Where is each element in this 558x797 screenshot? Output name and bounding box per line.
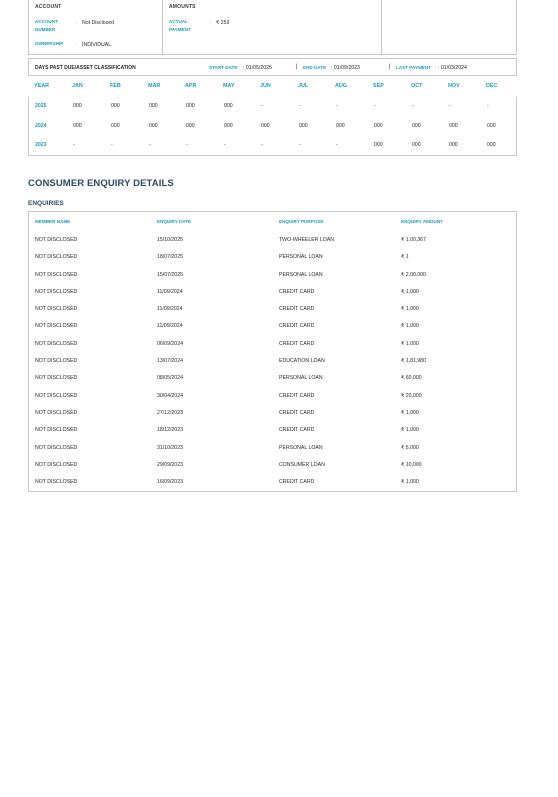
grid-cell: 000 xyxy=(186,103,195,109)
actual-payment-value: ₹ 259 xyxy=(216,20,230,26)
table-row xyxy=(29,231,516,248)
member-name-cell: NOT DISCLOSED xyxy=(35,306,78,313)
grid-cell: - xyxy=(487,103,489,109)
enquiry-amount-cell: ₹ 2,00,000 xyxy=(401,271,426,278)
enquiry-purpose-cell: CREDIT CARD xyxy=(279,392,315,399)
enquiry-date-cell: 11/09/2024 xyxy=(157,306,183,313)
enquiry-section-heading: CONSUMER ENQUIRY DETAILS xyxy=(28,178,174,189)
enquiry-date-cell: 31/10/2023 xyxy=(157,444,183,451)
member-name-cell: NOT DISCLOSED xyxy=(35,237,78,243)
grid-cell: - xyxy=(374,103,376,109)
account-number-value: Not Disclosed xyxy=(82,20,115,26)
table-row xyxy=(29,352,516,369)
grid-header-cell: APR xyxy=(185,83,197,89)
colon: : xyxy=(438,65,441,71)
grid-cell: 000 xyxy=(412,142,421,148)
enquiry-purpose-cell: EDUCATION LOAN xyxy=(279,358,325,365)
member-name-cell: NOT DISCLOSED xyxy=(35,254,78,261)
enquiry-purpose-cell: PERSONAL LOAN xyxy=(279,375,323,382)
grid-header-cell: OCT xyxy=(411,83,423,89)
enquiry-amount-cell: ₹ 1,81,980 xyxy=(401,358,426,365)
amounts-section-title: AMOUNTS xyxy=(169,4,196,10)
dpd-grid-row xyxy=(28,117,517,137)
colon: : xyxy=(243,65,246,71)
enquiry-date-cell: 08/05/2024 xyxy=(157,375,183,382)
table-row xyxy=(29,404,516,421)
member-name-cell: NOT DISCLOSED xyxy=(35,479,78,486)
grid-cell: - xyxy=(111,142,113,148)
grid-year-cell: 2024 xyxy=(35,122,47,129)
grid-header-cell: AUG xyxy=(335,83,347,89)
enquiry-amount-cell: ₹ 1 xyxy=(401,254,409,261)
grid-cell: 000 xyxy=(73,103,82,109)
grid-cell: 000 xyxy=(73,122,82,129)
grid-cell: 000 xyxy=(449,122,458,129)
enquiry-date-cell: 30/04/2024 xyxy=(157,392,183,399)
grid-year-cell: 2025 xyxy=(35,103,47,109)
enquiry-amount-cell: ₹ 1,00,367 xyxy=(401,237,426,243)
end-date-label: END DATE xyxy=(303,65,327,70)
end-date-text: 01/09/2023 xyxy=(333,65,360,71)
table-row xyxy=(29,248,516,265)
enquiry-date-cell: 29/09/2023 xyxy=(157,461,183,468)
enquiry-purpose-cell: PERSONAL LOAN xyxy=(279,444,323,451)
enquiry-amount-cell: ₹ 10,000 xyxy=(401,461,422,468)
start-date-text: 01/05/2025 xyxy=(245,65,272,71)
grid-cell: 000 xyxy=(374,142,383,148)
member-name-cell: NOT DISCLOSED xyxy=(35,375,78,382)
grid-header-cell: JUL xyxy=(298,83,309,89)
enquiry-date-cell: 27/12/2023 xyxy=(157,409,183,416)
start-date-label: START DATE xyxy=(209,65,238,70)
grid-header-cell: NOV xyxy=(448,83,460,89)
enquiry-date-cell: 18/07/2025 xyxy=(157,254,183,261)
enquiry-amount-cell: ₹ 1,000 xyxy=(401,427,419,434)
grid-cell: - xyxy=(449,103,451,109)
dpd-grid xyxy=(28,78,517,156)
enquiry-purpose-cell: CREDIT CARD xyxy=(279,340,315,347)
enquiry-date-cell: 11/09/2024 xyxy=(157,323,183,330)
colon: : xyxy=(76,20,78,26)
last-payment-value xyxy=(438,65,467,71)
account-section xyxy=(29,0,163,54)
enquiry-purpose-cell: TWO-WHEELER LOAN xyxy=(279,237,335,243)
last-payment-label: LAST PAYMENT xyxy=(396,65,431,70)
grid-header-cell: MAY xyxy=(223,83,235,89)
colon: : xyxy=(210,20,212,26)
enquiry-date-cell: 13/07/2024 xyxy=(157,358,183,365)
grid-cell: 000 xyxy=(412,122,421,129)
dpd-grid-row xyxy=(28,97,517,117)
actual-payment-label: ACTUAL PAYMENT xyxy=(169,19,191,32)
enquiry-date-cell: 06/09/2024 xyxy=(157,340,183,347)
grid-cell: 000 xyxy=(224,122,233,129)
table-row xyxy=(29,335,516,352)
grid-cell: 000 xyxy=(449,142,458,148)
table-row xyxy=(29,283,516,300)
start-date-value xyxy=(243,65,272,71)
grid-header-cell: DEC xyxy=(486,83,498,89)
grid-cell: 000 xyxy=(336,122,345,129)
column-header-member-name: MEMBER NAME xyxy=(35,219,71,224)
amounts-section xyxy=(163,0,382,54)
enquiry-purpose-cell: PERSONAL LOAN xyxy=(279,254,323,261)
grid-cell: - xyxy=(299,103,301,109)
column-header-enquiry-purpose: ENQUIRY PURPOSE xyxy=(279,219,324,224)
column-header-enquiry-date: ENQUIRY DATE xyxy=(157,219,192,224)
enquiry-table xyxy=(28,211,517,492)
enquiry-amount-cell: ₹ 20,000 xyxy=(401,392,422,399)
dpd-title: DAYS PAST DUE/ASSET CLASSIFICATION xyxy=(35,65,136,71)
end-date-value xyxy=(331,65,360,71)
enquiry-date-cell: 11/09/2024 xyxy=(157,288,183,295)
grid-cell: 000 xyxy=(261,122,270,129)
enquiry-amount-cell: ₹ 60,000 xyxy=(401,375,422,382)
separator: | xyxy=(389,64,391,70)
enquiry-purpose-cell: PERSONAL LOAN xyxy=(279,271,323,278)
enquiry-amount-cell: ₹ 1,000 xyxy=(401,306,419,313)
member-name-cell: NOT DISCLOSED xyxy=(35,461,78,468)
grid-cell: - xyxy=(73,142,75,148)
enquiry-purpose-cell: CREDIT CARD xyxy=(279,479,315,486)
enquiry-date-cell: 15/10/2025 xyxy=(157,237,183,243)
separator: | xyxy=(296,64,298,70)
table-row xyxy=(29,300,516,317)
grid-cell: 000 xyxy=(374,122,383,129)
grid-cell: 000 xyxy=(224,103,233,109)
member-name-cell: NOT DISCLOSED xyxy=(35,444,78,451)
ownership-value: INDIVIDUAL xyxy=(82,42,112,48)
dpd-grid-header xyxy=(28,78,517,97)
enquiry-amount-cell: ₹ 1,000 xyxy=(401,340,419,347)
grid-cell: 000 xyxy=(111,103,120,109)
enquiry-purpose-cell: CREDIT CARD xyxy=(279,409,315,416)
grid-header-cell: SEP xyxy=(373,83,384,89)
grid-cell: 000 xyxy=(487,122,496,129)
grid-cell: - xyxy=(186,142,188,148)
grid-cell: - xyxy=(261,142,263,148)
member-name-cell: NOT DISCLOSED xyxy=(35,288,78,295)
enquiry-amount-cell: ₹ 1,000 xyxy=(401,409,419,416)
grid-cell: - xyxy=(336,103,338,109)
table-row xyxy=(29,456,516,473)
colon: : xyxy=(76,42,78,48)
table-row xyxy=(29,421,516,438)
enquiry-purpose-cell: CREDIT CARD xyxy=(279,306,315,313)
enquiry-purpose-cell: CREDIT CARD xyxy=(279,288,315,295)
account-number-label: ACCOUNT NUMBER xyxy=(35,19,58,32)
enquiry-amount-cell: ₹ 1,000 xyxy=(401,323,419,330)
enquiry-date-cell: 15/07/2025 xyxy=(157,271,183,278)
grid-cell: - xyxy=(412,103,414,109)
column-header-enquiry-amount: ENQUIRY AMOUNT xyxy=(401,219,443,224)
grid-cell: - xyxy=(299,142,301,148)
dpd-header-bar xyxy=(28,58,517,76)
enquiries-subheading: ENQUIRIES xyxy=(28,200,64,207)
table-row xyxy=(29,439,516,456)
grid-year-cell: 2023 xyxy=(35,142,47,148)
table-row xyxy=(29,473,516,490)
grid-cell: 000 xyxy=(299,122,308,129)
enquiry-amount-cell: ₹ 1,000 xyxy=(401,288,419,295)
grid-header-cell: YEAR xyxy=(34,83,49,89)
enquiry-amount-cell: ₹ 1,000 xyxy=(401,479,419,486)
table-row xyxy=(29,317,516,334)
grid-cell: - xyxy=(336,142,338,148)
member-name-cell: NOT DISCLOSED xyxy=(35,340,78,347)
grid-header-cell: JUN xyxy=(260,83,271,89)
account-section-title: ACCOUNT xyxy=(35,4,62,10)
member-name-cell: NOT DISCLOSED xyxy=(35,427,78,434)
member-name-cell: NOT DISCLOSED xyxy=(35,358,78,365)
grid-cell: 000 xyxy=(149,103,158,109)
ownership-label: OWNERSHIP xyxy=(35,41,64,46)
enquiry-purpose-cell: CREDIT CARD xyxy=(279,427,315,434)
table-row xyxy=(29,387,516,404)
table-row xyxy=(29,369,516,386)
member-name-cell: NOT DISCLOSED xyxy=(35,271,78,278)
account-summary-box xyxy=(28,0,517,55)
enquiry-purpose-cell: CONSUMER LOAN xyxy=(279,461,325,468)
enquiry-date-cell: 16/09/2023 xyxy=(157,479,183,486)
grid-cell: 000 xyxy=(111,122,120,129)
colon: : xyxy=(331,65,334,71)
grid-cell: 000 xyxy=(149,122,158,129)
dpd-grid-row xyxy=(28,136,517,156)
grid-header-cell: JAN xyxy=(72,83,83,89)
last-payment-text: 01/03/2024 xyxy=(440,65,467,71)
grid-cell: 000 xyxy=(186,122,195,129)
member-name-cell: NOT DISCLOSED xyxy=(35,392,78,399)
grid-cell: - xyxy=(261,103,263,109)
grid-header-cell: FEB xyxy=(110,83,121,89)
enquiry-purpose-cell: CREDIT CARD xyxy=(279,323,315,330)
grid-cell: - xyxy=(149,142,151,148)
grid-cell: - xyxy=(224,142,226,148)
grid-header-cell: MAR xyxy=(148,83,161,89)
enquiry-amount-cell: ₹ 5,000 xyxy=(401,444,419,451)
member-name-cell: NOT DISCLOSED xyxy=(35,323,78,330)
enquiry-date-cell: 18/12/2023 xyxy=(157,427,183,434)
enquiry-table-header xyxy=(29,212,516,231)
grid-cell: 000 xyxy=(487,142,496,148)
member-name-cell: NOT DISCLOSED xyxy=(35,409,78,416)
table-row xyxy=(29,266,516,283)
